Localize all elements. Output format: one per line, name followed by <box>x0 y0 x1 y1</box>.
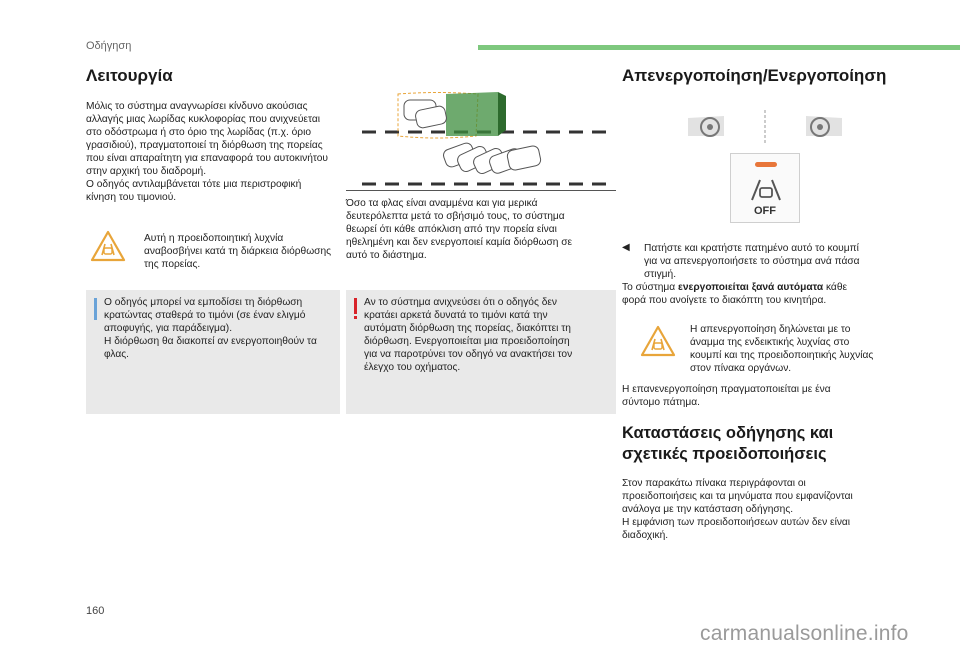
lane-correction-illustration <box>358 86 614 190</box>
lane-warning-icon <box>638 323 678 359</box>
turn-signal-paragraph: Όσο τα φλας είναι αναμμένα και για μερικά δευτερόλεπτα μετά το σβήσιμό τους, το σύστημα θεωρεί ότι κάθε απόκλιση από την πορεία είναι ηθελημένη και δεν ενεργοποιεί καμία διόρθωση σε αυτό το διάστημα. <box>346 198 573 261</box>
column-operation <box>86 65 340 271</box>
section-title: Οδήγηση <box>86 40 132 52</box>
info-icon <box>94 298 97 320</box>
indicator-lamp <box>755 162 777 167</box>
alert-icon-dot <box>354 316 357 319</box>
operation-paragraph: Μόλις το σύστημα αναγνωρίσει κίνδυνο ακούσιας αλλαγής μιας λωρίδας κυκλοφορίας που ανιχνεύεται στο οδόστρωμα ή στο όριο της λωρίδας (π.χ. όριο γρασιδιού), πραγματοποιεί τη διόρθωση της πορείας που είναι απαραίτητη για επαναφορά του αυτοκινήτου στην αρχική του διαδρομή. Ο οδηγός αντιλαμβάνεται τότε μια περιστροφική κίνηση του τιμονιού. <box>86 101 329 203</box>
deactivation-heading: Απενεργοποίηση/Ενεργοποίηση <box>622 66 887 85</box>
info-box-driver-override <box>86 290 340 414</box>
off-label: OFF <box>754 205 776 217</box>
warning-lamp-note <box>88 228 340 271</box>
driving-situations-heading: Καταστάσεις οδήγησης και σχετικές προειδοποιήσεις <box>622 424 834 463</box>
bullet-marker-icon: ◀ <box>622 242 630 253</box>
column-deactivation <box>622 65 892 87</box>
press-hold-text: Πατήστε και κρατήστε πατημένο αυτό το κουμπί για να απενεργοποιήσετε το σύστημα ανά πάσα στιγμή. <box>644 243 860 280</box>
warning-lamp-text: Αυτή η προειδοποιητική λυχνία αναβοσβήνει κατά τη διάρκεια διόρθωσης της πορείας. <box>144 233 332 270</box>
driving-situations-text: Στον παρακάτω πίνακα περιγράφονται οι προειδοποιήσεις και τα μηνύματα που εμφανίζονται ανάλογα με την κατάσταση οδήγησης. Η εμφάνιση των προειδοποιήσεων αυτών δεν είναι διαδοχική. <box>622 478 853 541</box>
lane-assist-off-button[interactable] <box>730 153 800 223</box>
deactivation-instructions <box>622 242 892 542</box>
section-color-bar <box>478 45 960 50</box>
illustration-divider <box>346 190 616 191</box>
steering-wheel-illustration <box>680 108 850 146</box>
alert-icon <box>354 298 357 314</box>
bullet-press-hold <box>622 242 892 281</box>
alert-text: Αν το σύστημα ανιχνεύσει ότι ο οδηγός δεν κρατάει αρκετά δυνατά το τιμόνι κατά την αυτόματη διόρθωση της πορείας, διακόπτει τη διόρθωση. Ενεργοποιείται μια προειδοποίηση για να παροτρύνει τον οδηγό να ανακτήσει τον έλεγχο του οχήματος. <box>364 297 573 373</box>
deactivation-warning-note <box>638 323 892 375</box>
reactivation-text: Η επανενεργοποίηση πραγματοποιείται με ένα σύντομο πάτημα. <box>622 384 831 408</box>
info-text: Ο οδηγός μπορεί να εμποδίσει τη διόρθωση κρατώντας σταθερά το τιμόνι (σε έναν ελιγμό αποφυγής, για παράδειγμα). Η διόρθωση θα διακοπεί αν ενεργοποιηθούν τα φλας. <box>104 297 317 360</box>
page-number: 160 <box>86 605 105 617</box>
deactivation-warning-text: Η απενεργοποίηση δηλώνεται με το άναμμα της ενδεικτικής λυχνίας στο κουμπί και της προειδοποιητικής λυχνίας στον πίνακα οργάνων. <box>690 324 874 374</box>
lane-warning-icon <box>88 228 128 264</box>
auto-reactivation-text: Το σύστημα ενεργοποιείται ξανά αυτόματα κάθε φορά που ανοίγετε το διακόπτη του κινητήρα. <box>622 282 848 306</box>
column-turn-signals <box>346 197 616 262</box>
alert-box-grip <box>346 290 616 414</box>
operation-heading: Λειτουργία <box>86 66 173 85</box>
lane-car-icon <box>748 176 784 202</box>
watermark: carmanualsonline.info <box>700 622 909 645</box>
